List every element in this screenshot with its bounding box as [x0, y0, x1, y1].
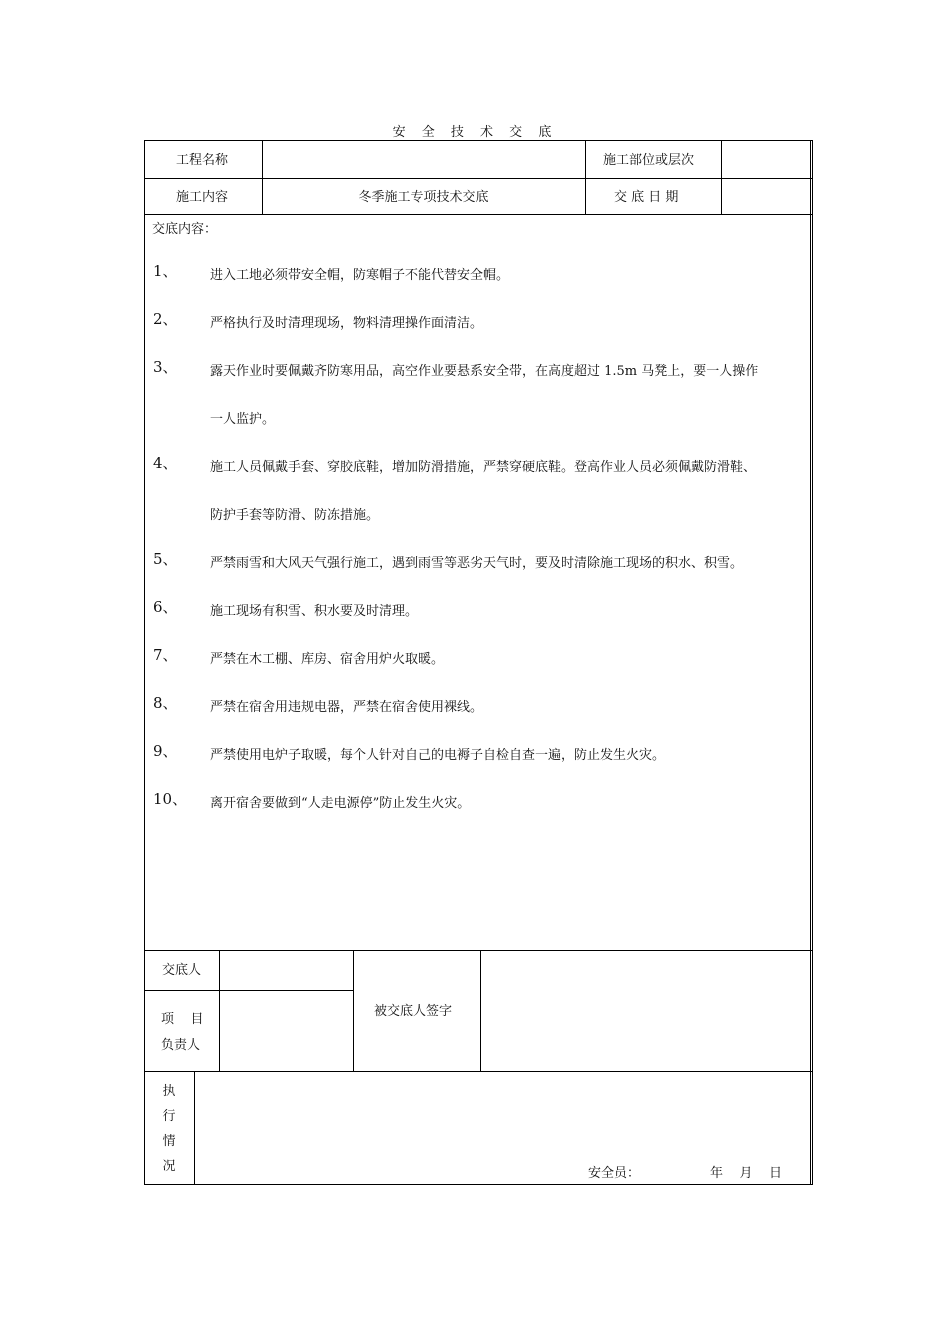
location-label: 施工部位或层次: [603, 153, 695, 168]
discloser-label: 交底人: [162, 963, 202, 978]
item-text-continuation: 一人监护。: [210, 412, 276, 427]
item-text: 严禁在宿舍用违规电器，严禁在宿舍使用裸线。: [210, 700, 484, 715]
item-text: 严格执行及时清理现场，物料清理操作面清洁。: [210, 316, 484, 331]
item-number: 1、: [153, 262, 178, 280]
execution-label-char: 执: [162, 1084, 176, 1099]
disclosure-intro-label: 交底内容：: [152, 222, 218, 237]
item-number: 9、: [153, 742, 178, 760]
execution-label-char: 况: [162, 1159, 176, 1174]
item-text: 露天作业时要佩戴齐防寒用品，高空作业要悬系安全带，在高度超过 1.5m 马凳上，要一人操作: [210, 364, 759, 379]
project-name-label: 工程名称: [176, 153, 229, 168]
item-text: 进入工地必须带安全帽，防寒帽子不能代替安全帽。: [210, 268, 510, 283]
execution-label-char: 行: [162, 1109, 176, 1124]
item-number: 7、: [153, 646, 178, 664]
content-label: 施工内容: [176, 190, 229, 205]
item-text: 施工现场有积雪、积水要及时清理。: [210, 604, 419, 619]
safety-officer-label: 安全员：: [588, 1166, 641, 1181]
manager-label-line2: 负责人: [161, 1038, 201, 1053]
item-number: 6、: [153, 598, 178, 616]
item-text: 施工人员佩戴手套、穿胶底鞋，增加防滑措施，严禁穿硬底鞋。登高作业人员必须佩戴防滑鞋、: [210, 460, 757, 475]
item-number: 2、: [153, 310, 178, 328]
recipient-signature-label: 被交底人签字: [374, 1004, 453, 1019]
execution-label-char: 情: [162, 1134, 176, 1149]
document-title: 安 全 技 术 交 底: [392, 125, 558, 140]
item-number: 3、: [153, 358, 178, 376]
content-value: 冬季施工专项技术交底: [358, 190, 489, 205]
item-text: 离开宿舍要做到“人走电源停”防止发生火灾。: [210, 796, 471, 811]
item-number: 10、: [153, 790, 188, 808]
item-number: 8、: [153, 694, 178, 712]
item-text: 严禁雨雪和大风天气强行施工，遇到雨雪等恶劣天气时，要及时清除施工现场的积水、积雪。: [210, 556, 744, 571]
item-number: 5、: [153, 550, 178, 568]
item-number: 4、: [153, 454, 178, 472]
date-fields-label: 年 月 日: [710, 1166, 783, 1181]
manager-label-line1: 项 目: [161, 1012, 204, 1027]
date-label: 交 底 日 期: [614, 190, 679, 205]
item-text: 严禁在木工棚、库房、宿舍用炉火取暖。: [210, 652, 445, 667]
item-text-continuation: 防护手套等防滑、防冻措施。: [210, 508, 380, 523]
item-text: 严禁使用电炉子取暖，每个人针对自己的电褥子自检自查一遍，防止发生火灾。: [210, 748, 666, 763]
